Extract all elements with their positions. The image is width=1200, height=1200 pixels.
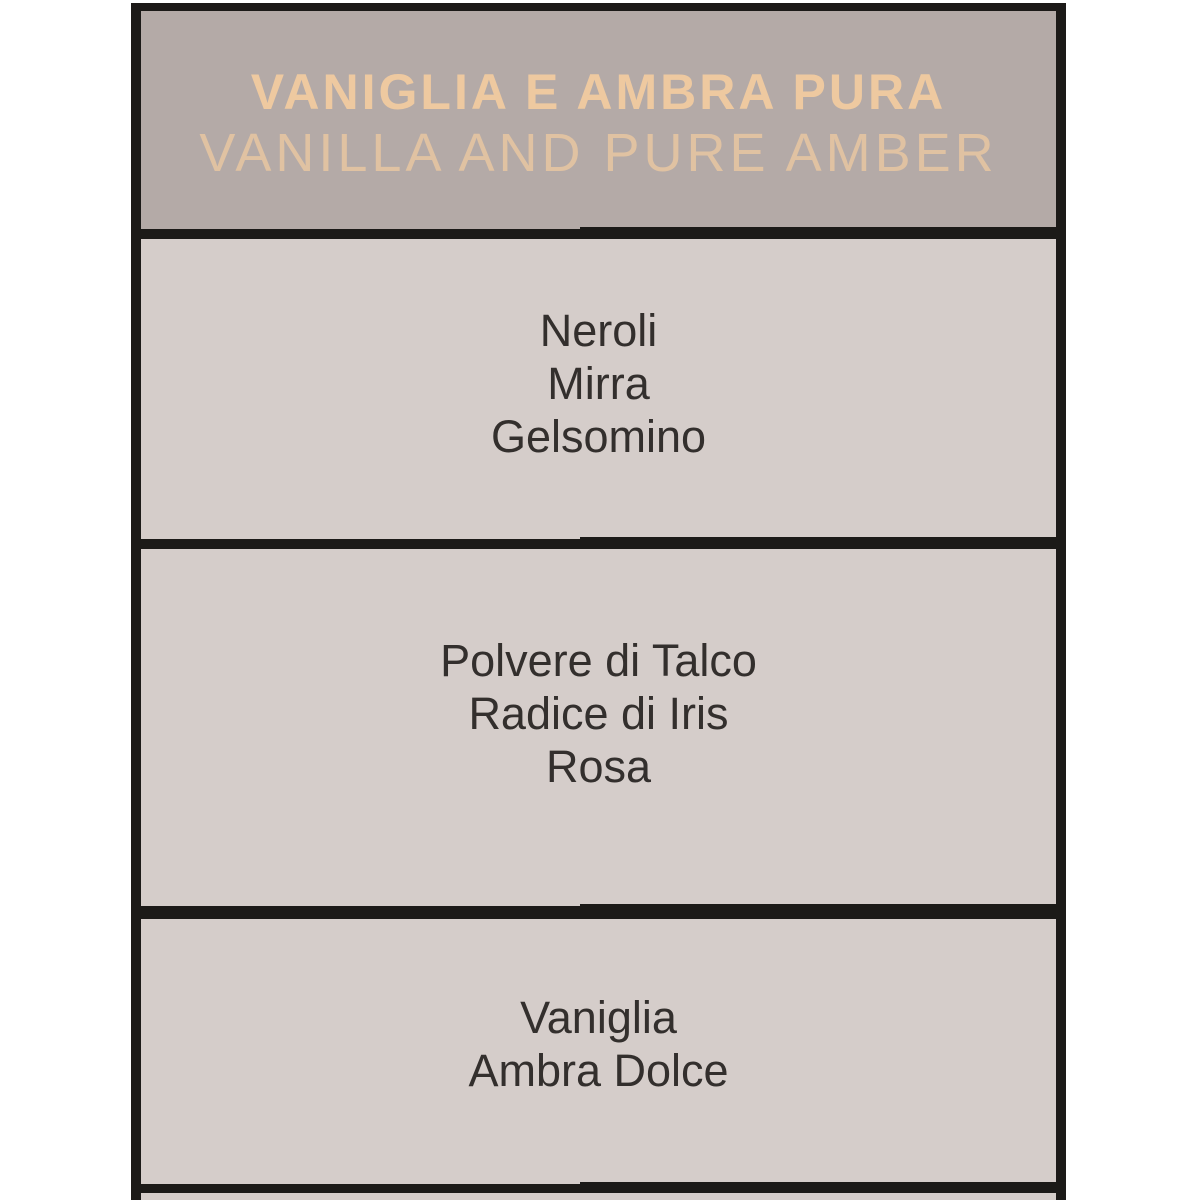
note-line: Vaniglia: [520, 991, 677, 1043]
divider: [141, 229, 1056, 239]
header-section: [141, 11, 1056, 229]
partial-next-section: [141, 1193, 1056, 1200]
heart-notes-list: [440, 634, 757, 793]
divider: [141, 906, 1056, 919]
divider: [141, 539, 1056, 549]
base-notes-section: [141, 919, 1056, 1184]
heart-notes-section: [141, 549, 1056, 906]
fragrance-title-italian: VANIGLIA E AMBRA PURA: [250, 64, 947, 120]
base-notes-list: [468, 991, 728, 1097]
top-notes-list: [491, 304, 706, 463]
note-line: Rosa: [545, 741, 652, 792]
note-line: Ambra Dolce: [468, 1044, 729, 1096]
divider: [141, 1184, 1056, 1193]
note-line: Radice di Iris: [468, 688, 729, 739]
note-line: Mirra: [547, 357, 650, 409]
note-line: Gelsomino: [490, 410, 707, 462]
fragrance-title-english: VANILLA AND PURE AMBER: [199, 123, 998, 183]
top-notes-section: [141, 239, 1056, 539]
note-line: Polvere di Talco: [440, 635, 757, 686]
note-line: Neroli: [539, 304, 658, 356]
fragrance-notes-table: [131, 3, 1066, 1200]
